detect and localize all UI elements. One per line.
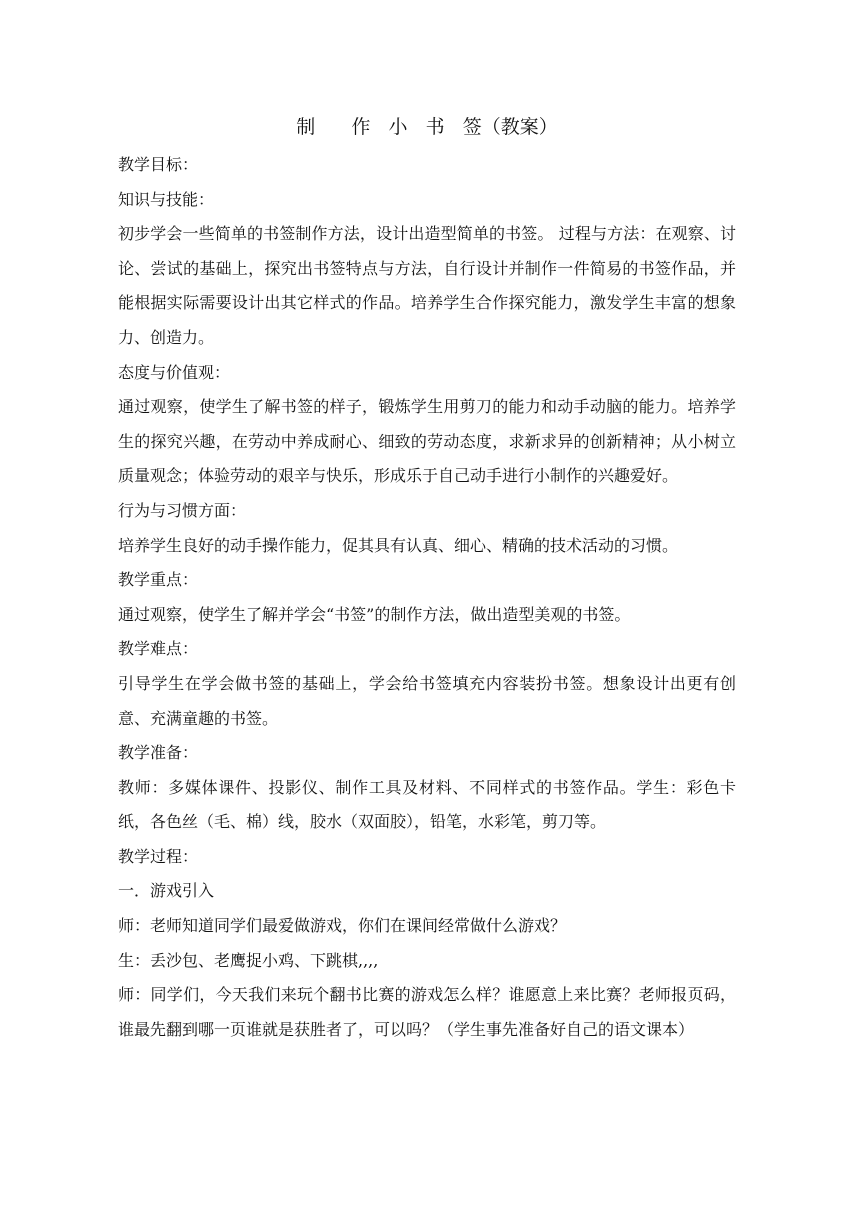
section-game-intro: 一．游戏引入 (118, 881, 215, 901)
heading-teaching-goals: 教学目标： (118, 155, 199, 174)
dialogue-student-1: 生：丢沙包、老鹰捉小鸡、下跳棋,,,, (118, 950, 379, 970)
heading-knowledge-skills: 知识与技能： (118, 189, 215, 209)
paragraph-key-points: 通过观察，使学生了解并学会“书签”的制作方法，做出造型美观的书签。 (118, 604, 631, 624)
paragraph-behavior-habits: 培养学生良好的动手操作能力，促其具有认真、细心、精确的技术活动的习惯。 (118, 535, 679, 555)
heading-preparation: 教学准备： (118, 743, 199, 763)
dialogue-teacher-1: 师：老师知道同学们最爱做游戏，你们在课间经常做什么游戏？ (118, 916, 567, 936)
dialogue-teacher-2: 师：同学们，今天我们来玩个翻书比赛的游戏怎么样？谁愿意上来比赛？老师报页码，谁最先翻到哪一页谁就是获胜者了，可以吗？（学生事先准备好自己的语文课本） (118, 985, 736, 1039)
paragraph-attitude-values: 通过观察，使学生了解书签的样子，锻炼学生用剪刀的能力和动手动脑的能力。培养学生的探究兴趣，在劳动中养成耐心、细致的劳动态度，求新求异的创新精神；从小树立质量观念；体验劳动的艰辛与快乐，形成乐于自己动手进行小制作的兴趣爱好。 (118, 397, 736, 486)
document-page (118, 110, 736, 1047)
heading-key-points: 教学重点： (118, 570, 199, 590)
heading-teaching-process: 教学过程： (118, 846, 199, 866)
heading-difficulties: 教学难点： (118, 639, 199, 659)
heading-behavior-habits: 行为与习惯方面： (118, 500, 247, 520)
document-title: 制 作 小 书 签（教案） (296, 116, 558, 138)
heading-attitude-values: 态度与价值观： (118, 362, 231, 382)
paragraph-knowledge-skills: 初步学会一些简单的书签制作方法，设计出造型简单的书签。 过程与方法：在观察、讨论、尝试的基础上，探究出书签特点与方法，自行设计并制作一件简易的书签作品，并能根据实际需要设计出其它样式的作品。培养学生合作探究能力，激发学生丰富的想象力、创造力。 (118, 224, 736, 347)
paragraph-difficulties: 引导学生在学会做书签的基础上，学会给书签填充内容装扮书签。想象设计出更有创意、充满童趣的书签。 (118, 673, 736, 728)
paragraph-preparation: 教师：多媒体课件、投影仪、制作工具及材料、不同样式的书签作品。学生：彩色卡纸，各色丝（毛、棉）线，胶水（双面胶），铅笔，水彩笔，剪刀等。 (118, 777, 736, 832)
